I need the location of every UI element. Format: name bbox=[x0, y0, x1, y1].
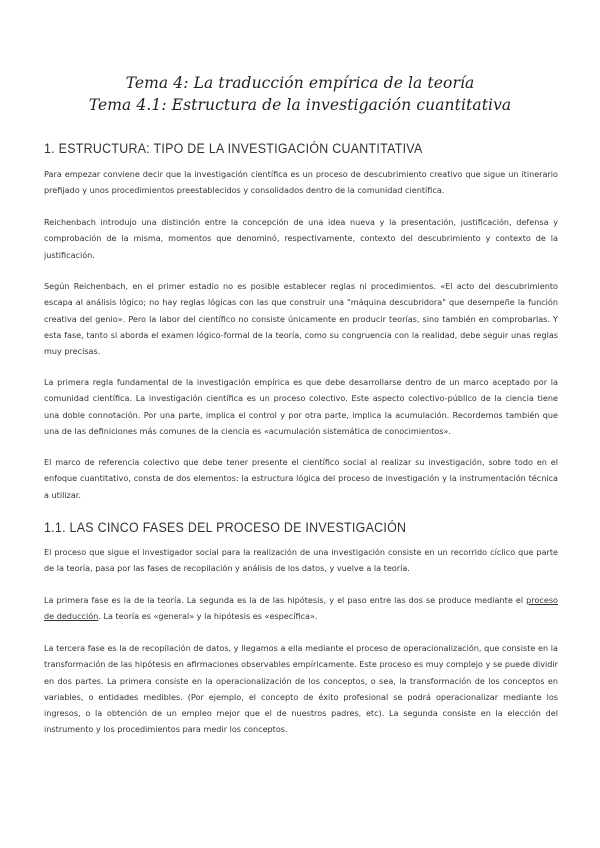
paragraph bbox=[44, 592, 558, 625]
paragraph: Según Reichenbach, en el primer estadio no es posible establecer reglas ni procedimientos. «El acto del descubrimiento escapa al análisis lógico; no hay reglas lógicas con las que construir una "máquina descubridora" que desempeñe la función creativa del genio». Pero la labor del científico no consiste únicamente en producir teorías, sino también en comprobarlas. Y esta fase, tanto si aborda el examen lógico-formal de la teoría, como su congruencia con la realidad, debe seguir unas reglas muy precisas. bbox=[44, 281, 558, 357]
paragraph: El marco de referencia colectivo que debe tener presente el científico social al realizar su investigación, sobre todo en el enfoque cuantitativo, consta de dos elementos: la estructura lógica del proceso de investigación y la instrumentación técnica a utilizar. bbox=[44, 457, 558, 500]
paragraph: Para empezar conviene decir que la investigación científica es un proceso de descubrimiento creativo que sigue un itinerario prefijado y unos procedimientos preestablecidos y consolidados dentro de la comunidad científica. bbox=[44, 169, 558, 196]
paragraph: La primera regla fundamental de la investigación empírica es que debe desarrollarse dentro de un marco aceptado por la comunidad científica. La investigación científica es un proceso colectivo. Este aspecto colectivo-público de la ciencia tiene una doble connotación. Por una parte, implica el control y por otra parte, implica la acumulación. Recordemos también que una de las definiciones más comunes de la ciencia es «acumulación sistemática de conocimientos». bbox=[44, 377, 558, 436]
page-title: Tema 4: La traducción empírica de la teoría bbox=[125, 74, 475, 92]
paragraph: La tercera fase es la de recopilación de datos, y llegamos a ella mediante el proceso de operacionalización, que consiste en la transformación de las hipótesis en afirmaciones observables empíricamente. Este proceso es muy complejo y se puede dividir en dos partes. La primera consiste en la operacionalización de los conceptos, o sea, la transformación de los conceptos en variables, o entidades medibles. (Por ejemplo, el concepto de éxito profesional se podrá operacionalizar mediante los ingresos, o la obtención de un empleo mejor que el de nuestros padres, etc). La segunda consiste en la elección del instrumento y los procedimientos para medir los conceptos. bbox=[44, 643, 558, 735]
subsection-heading: 1.1. LAS CINCO FASES DEL PROCESO DE INVESTIGACIÓN bbox=[44, 520, 407, 535]
deduction-link[interactable]: proceso de deducción bbox=[44, 595, 558, 622]
page-subtitle: Tema 4.1: Estructura de la investigación cuantitativa bbox=[88, 96, 512, 114]
paragraph-text: La primera fase es la de la teoría. La segunda es la de las hipótesis, y el paso entre las dos se produce mediante el bbox=[44, 595, 527, 605]
section-heading: 1. ESTRUCTURA: TIPO DE LA INVESTIGACIÓN CUANTITATIVA bbox=[44, 141, 423, 156]
paragraph-text: . La teoría es «general» y la hipótesis es «específica». bbox=[98, 611, 318, 622]
paragraph: Reichenbach introdujo una distinción entre la concepción de una idea nueva y la presentación, justificación, defensa y comprobación de la misma, momentos que denominó, respectivamente, contexto del descubrimiento y contexto de la justificación. bbox=[44, 217, 558, 260]
paragraph: El proceso que sigue el investigador social para la realización de una investigación consiste en un recorrido cíclico que parte de la teoría, pasa por las fases de recopilación y análisis de los datos, y vuelve a la teoría. bbox=[44, 547, 558, 574]
